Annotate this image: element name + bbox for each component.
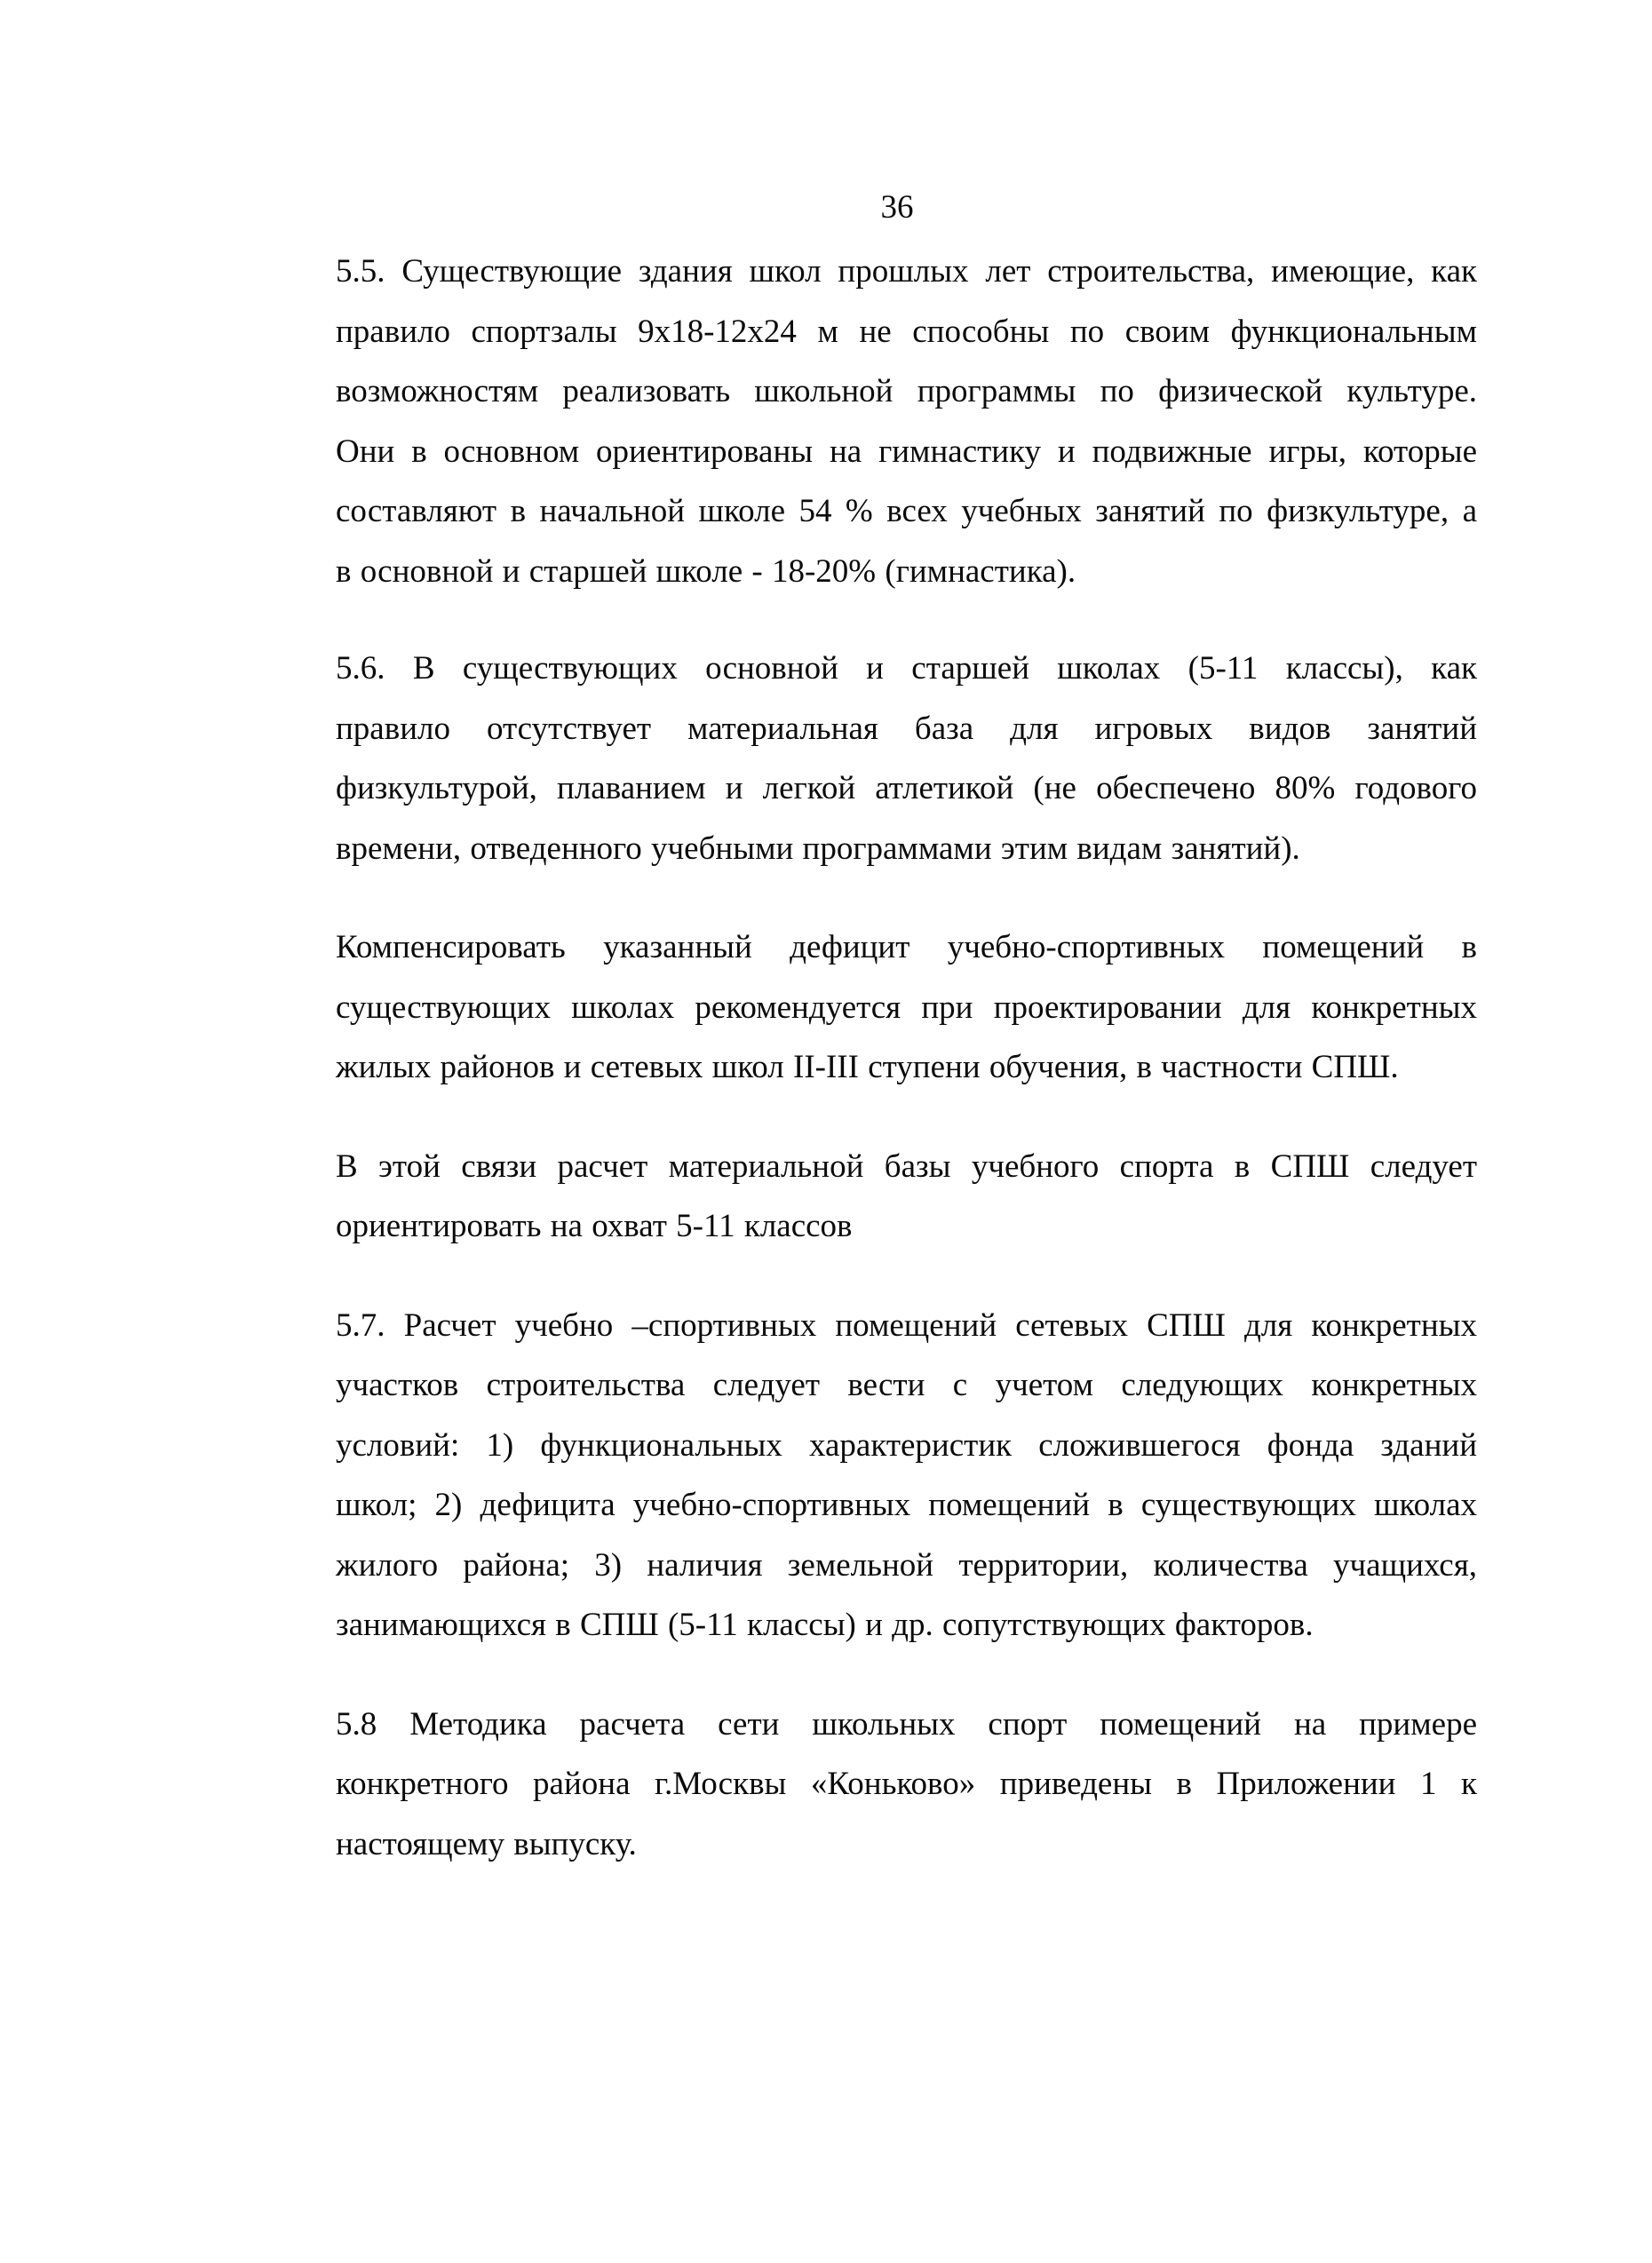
paragraph-line: возможностям реализовать школьной программы по физической культуре. [336, 373, 1477, 409]
paragraph-line: настоящему выпуску. [336, 1825, 637, 1862]
paragraph-line: условий: 1) функциональных характеристик сложившегося фонда зданий [336, 1426, 1477, 1464]
paragraph-line: В этой связи расчет материальной базы учебного спорта в СПШ следует [336, 1147, 1477, 1185]
paragraph-line: в основной и старшей школе - 18-20% (гимнастика). [336, 552, 1076, 590]
paragraph-line: Они в основном ориентированы на гимнастику и подвижные игры, которые [336, 433, 1477, 470]
paragraph-line: правило спортзалы 9х18-12х24 м не способны по своим функциональным [336, 313, 1477, 350]
paragraph-line: правило отсутствует материальная база для игровых видов занятий [336, 710, 1477, 747]
paragraph-line: школ; 2) дефицита учебно-спортивных помещений в существующих школах [336, 1487, 1477, 1523]
paragraph-line: Компенсировать указанный дефицит учебно-спортивных помещений в [336, 929, 1477, 965]
paragraph-5-7 [336, 1296, 1477, 1656]
paragraph-line: существующих школах рекомендуется при проектировании для конкретных [336, 989, 1477, 1026]
paragraph-line: конкретного района г.Москвы «Коньково» приведены в Приложении 1 к [336, 1766, 1477, 1802]
paragraph-line: 5.6. В существующих основной и старшей школах (5-11 классы), как [336, 650, 1477, 687]
paragraph-line: участков строительства следует вести с учетом следующих конкретных [336, 1367, 1477, 1403]
paragraph-compensation [336, 917, 1477, 1098]
paragraph-line: 5.8 Методика расчета сети школьных спорт помещений на примере [336, 1705, 1477, 1743]
page-number: 36 [880, 189, 914, 226]
paragraph-line: физкультурой, плаванием и легкой атлетикой (не обеспечено 80% годового [336, 770, 1477, 806]
paragraph-line: жилых районов и сетевых школ II-III ступени обучения, в частности СПШ. [336, 1049, 1399, 1085]
paragraph-calculation-basis [336, 1137, 1477, 1257]
paragraph-line: составляют в начальной школе 54 % всех учебных занятий по физкультуре, а [336, 493, 1477, 529]
paragraph-line: 5.7. Расчет учебно –спортивных помещений сетевых СПШ для конкретных [336, 1306, 1477, 1344]
paragraph-5-5 [336, 242, 1477, 601]
paragraph-line: времени, отведенного учебными программами этим видам занятий). [336, 830, 1300, 867]
paragraph-5-8 [336, 1695, 1477, 1875]
document-body [336, 242, 1477, 1874]
paragraph-line: занимающихся в СПШ (5-11 классы) и др. сопутствующих факторов. [336, 1607, 1314, 1643]
paragraph-line: жилого района; 3) наличия земельной территории, количества учащихся, [336, 1546, 1477, 1584]
paragraph-5-6 [336, 639, 1477, 878]
paragraph-line: 5.5. Существующие здания школ прошлых лет строительства, имеющие, как [336, 253, 1477, 290]
paragraph-line: ориентировать на охват 5-11 классов [336, 1208, 853, 1244]
